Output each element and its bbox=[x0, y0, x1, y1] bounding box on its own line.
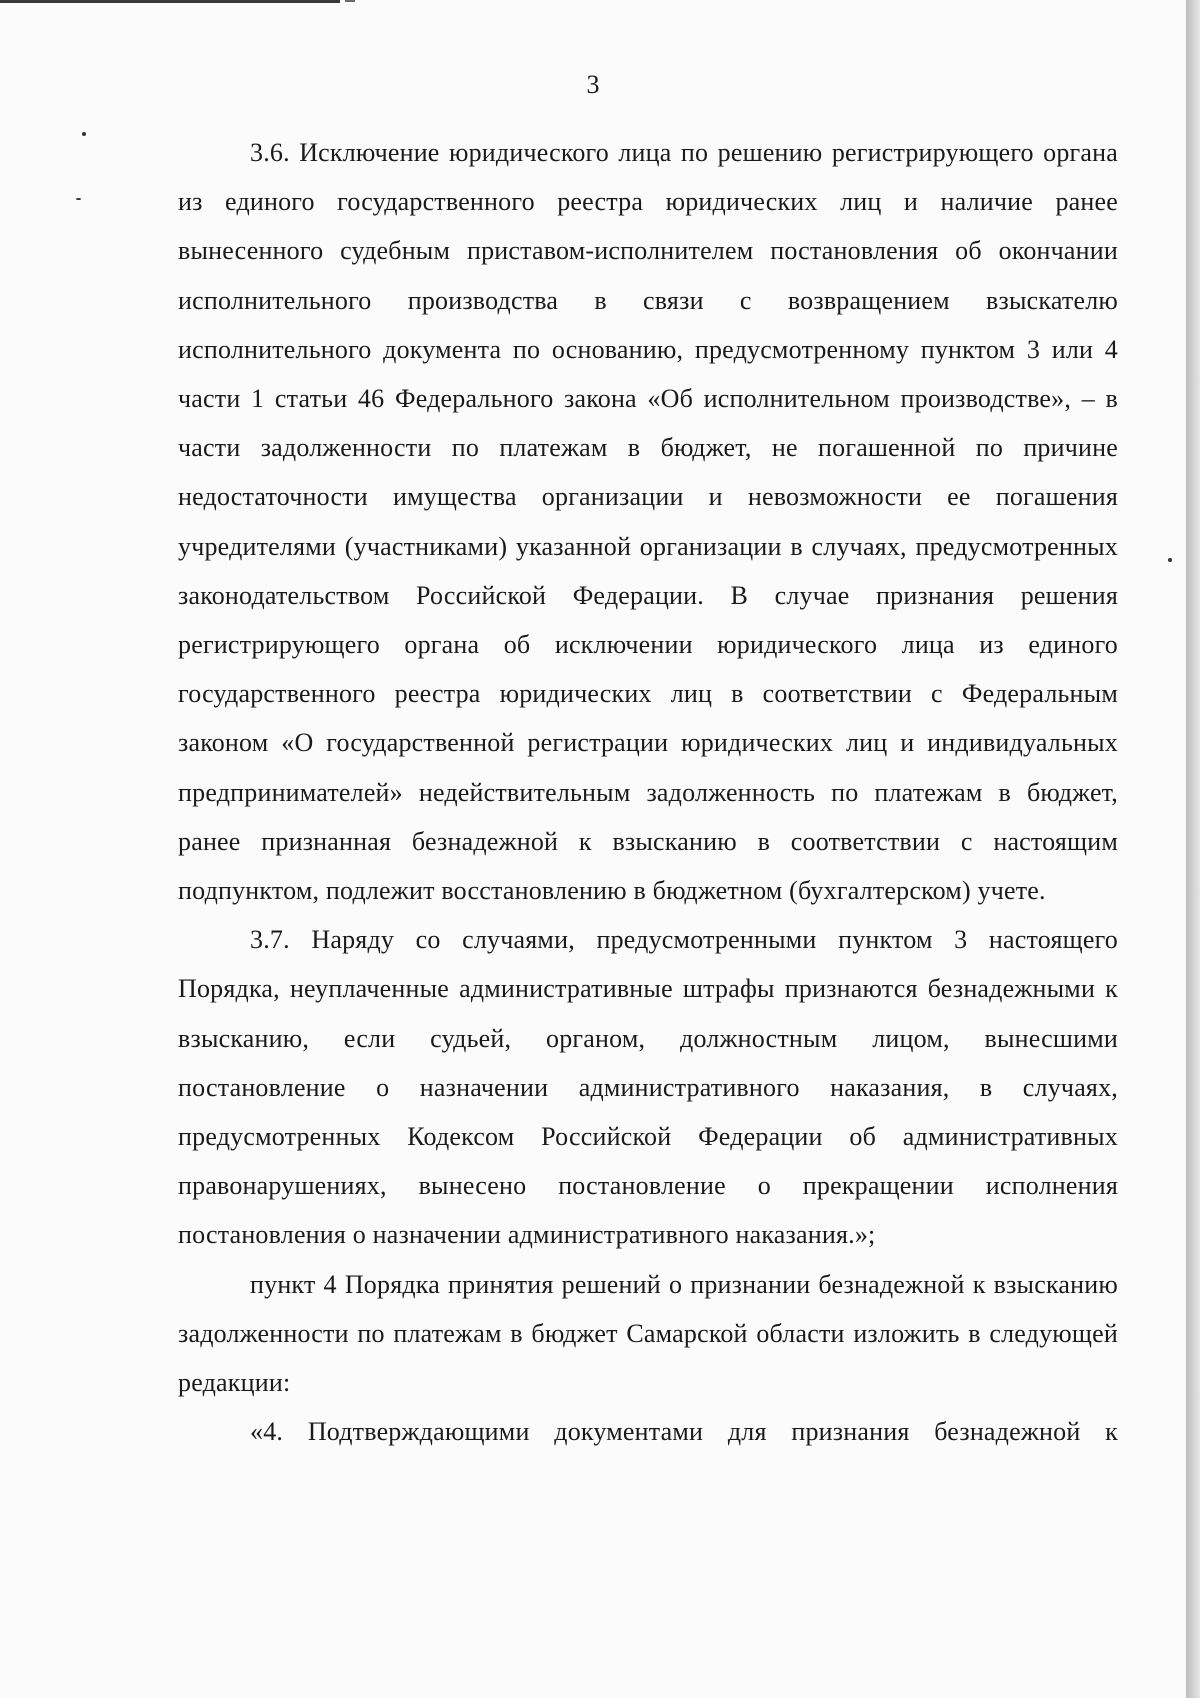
page-number: 3 bbox=[586, 70, 600, 99]
paragraph-4: «4. Подтверждающими документами для признания безнадежной к bbox=[250, 1417, 1118, 1447]
scan-speck bbox=[82, 132, 86, 136]
paragraph-amendment: пункт 4 Порядка принятия решений о признании безнадежной к взысканию задолженности по платежам в бюджет Самарской области изложить в следующей редакции: bbox=[178, 1269, 1118, 1398]
paragraph-3-7: 3.7. Наряду со случаями, предусмотренными пунктом 3 настоящего Порядка, неуплаченные административные штрафы признаются безнадежными к взысканию, если судьей, органом, должностным лицом, вынесшими постановление о назначении административного наказания, в случаях, предусмотренных Кодексом Российской Федерации об административных правонарушениях, вынесено постановление о прекращении исполнения постановления о назначении административного наказания.»; bbox=[178, 925, 1118, 1250]
scan-artifact-line bbox=[0, 0, 340, 3]
scan-artifact-line bbox=[345, 0, 355, 2]
scan-speck bbox=[76, 198, 81, 200]
paragraph-3-6: 3.6. Исключение юридического лица по решению регистрирующего органа из единого государственного реестра юридических лиц и наличие ранее вынесенного судебным приставом-исполнителем постановления об окончании исполнительного производства в связи с возвращением взыскателю исполнительного документа по основанию, предусмотренному пунктом 3 или 4 части 1 статьи 46 Федерального закона «Об исполнительном производстве», – в части задолженности по платежам в бюджет, не погашенной по причине недостаточности имущества организации и невозможности ее погашения учредителями (участниками) указанной организации в случаях, предусмотренных законодательством Российской Федерации. В случае признания решения регистрирующего органа об исключении юридического лица из единого государственного реестра юридических лиц в соответствии с Федеральным законом «О государственной регистрации юридических лиц и индивидуальных предпринимателей» недействительным задолженность по платежам в бюджет, ранее признанная безнадежной к взысканию в соответствии с настоящим подпунктом, подлежит восстановлению в бюджетном (бухгалтерском) учете. bbox=[178, 138, 1118, 906]
document-body bbox=[178, 128, 1118, 1456]
page-edge-shadow bbox=[1186, 0, 1200, 1698]
scan-speck bbox=[1168, 558, 1172, 562]
